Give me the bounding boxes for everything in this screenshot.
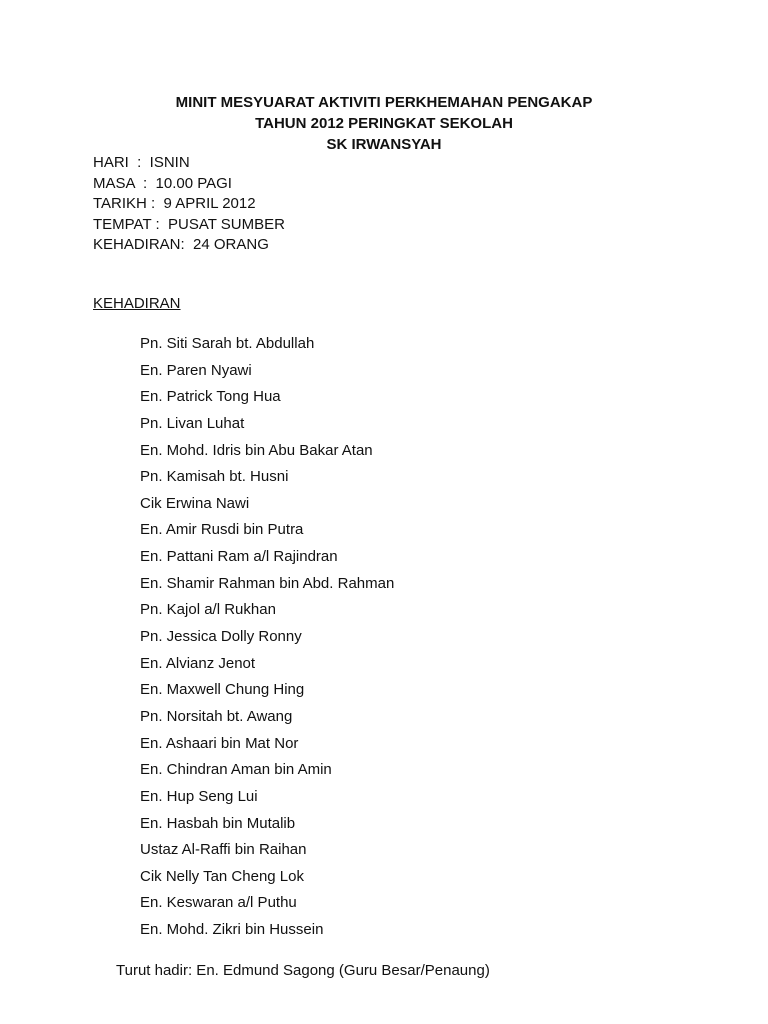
meeting-date: TARIKH : 9 APRIL 2012 (93, 195, 256, 212)
list-item-name: En. Mohd. Zikri bin Hussein (140, 921, 324, 939)
list-item-name: Pn. Siti Sarah bt. Abdullah (140, 335, 315, 352)
list-item-name: Ustaz Al-Raffi bin Raihan (140, 841, 307, 859)
list-item-name: En. Alvianz Jenot (140, 654, 256, 672)
list-item-name: En. Pattani Ram a/l Rajindran (140, 548, 338, 566)
meeting-venue: TEMPAT : PUSAT SUMBER (93, 215, 285, 233)
list-item-name: En. Chindran Aman bin Amin (140, 761, 332, 779)
document-title-line-2: TAHUN 2012 PERINGKAT SEKOLAH (255, 115, 513, 132)
meeting-attendance-count: KEHADIRAN: 24 ORANG (93, 236, 269, 253)
meeting-details (93, 153, 285, 256)
list-item-name: Pn. Kamisah bt. Husni (140, 468, 289, 486)
list-item-name: En. Paren Nyawi (140, 361, 252, 379)
list-item-name: En. Shamir Rahman bin Abd. Rahman (140, 574, 395, 592)
list-item-name: Pn. Jessica Dolly Ronny (140, 628, 302, 646)
list-item-name: Cik Nelly Tan Cheng Lok (140, 867, 304, 885)
list-item-name: En. Keswaran a/l Puthu (140, 894, 297, 912)
list-item-name: Pn. Kajol a/l Rukhan (140, 601, 276, 619)
list-item-name: En. Maxwell Chung Hing (140, 681, 305, 699)
list-item-name: En. Patrick Tong Hua (140, 388, 281, 406)
also-present-note: Turut hadir: En. Edmund Sagong (Guru Besar/Penaung) (116, 962, 490, 979)
list-item-name: En. Hasbah bin Mutalib (140, 814, 296, 832)
meeting-time: MASA : 10.00 PAGI (93, 174, 232, 192)
list-item-name: En. Hup Seng Lui (140, 787, 258, 805)
list-item-name: En. Ashaari bin Mat Nor (140, 734, 299, 752)
list-item-name: En. Mohd. Idris bin Abu Bakar Atan (140, 441, 373, 459)
list-item-name: Cik Erwina Nawi (140, 494, 250, 512)
list-item-name: Pn. Norsitah bt. Awang (140, 707, 293, 725)
meeting-day: HARI : ISNIN (93, 154, 190, 171)
list-item-name: En. Amir Rusdi bin Putra (140, 521, 304, 539)
attendance-heading: KEHADIRAN (93, 295, 181, 312)
document-title-line-3: SK IRWANSYAH (326, 136, 442, 153)
list-item-name: Pn. Livan Luhat (140, 414, 245, 432)
document-title-line-1: MINIT MESYUARAT AKTIVITI PERKHEMAHAN PENGAKAP (175, 94, 593, 111)
